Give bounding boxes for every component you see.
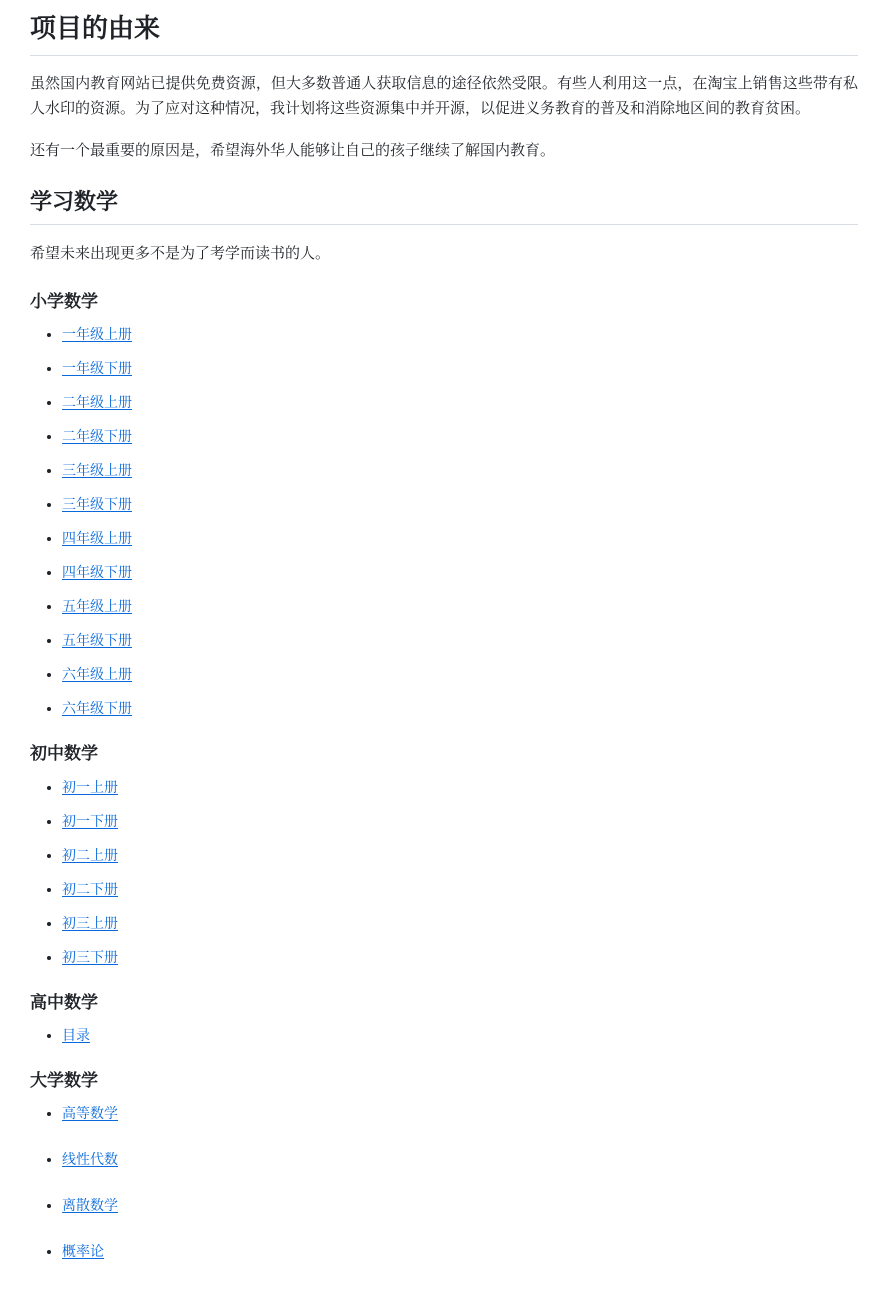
- resource-link[interactable]: 高等数学: [62, 1105, 118, 1122]
- list-item: [62, 1241, 858, 1262]
- list-item: [62, 947, 858, 968]
- resource-link[interactable]: 概率论: [62, 1243, 104, 1260]
- list-item: [62, 528, 858, 549]
- link-list-university-math: [30, 1103, 858, 1262]
- resource-link[interactable]: 一年级上册: [62, 326, 132, 343]
- list-item: [62, 596, 858, 617]
- list-item: [62, 879, 858, 900]
- link-list-primary-math: [30, 324, 858, 719]
- resource-link[interactable]: 初一下册: [62, 812, 118, 829]
- resource-link[interactable]: 三年级上册: [62, 462, 132, 479]
- list-item: [62, 460, 858, 481]
- list-item: [62, 1149, 858, 1170]
- list-item: [62, 630, 858, 651]
- resource-link[interactable]: 五年级上册: [62, 598, 132, 615]
- resource-link[interactable]: 初一上册: [62, 778, 118, 795]
- list-item: [62, 1103, 858, 1124]
- resource-link[interactable]: 六年级上册: [62, 666, 132, 683]
- resource-link[interactable]: 离散数学: [62, 1197, 118, 1214]
- list-item: [62, 913, 858, 934]
- resource-link[interactable]: 四年级下册: [62, 564, 132, 581]
- subsection-heading-university-math: 大学数学: [30, 1070, 98, 1090]
- list-item: [62, 845, 858, 866]
- origin-paragraph-1: 虽然国内教育网站已提供免费资源，但大多数普通人获取信息的途径依然受限。有些人利用这一点，在淘宝上销售这些带有私人水印的资源。为了应对这种情况，我计划将这些资源集中并开源，以促进义务教育的普及和消除地区间的教育贫困。: [30, 74, 858, 118]
- list-item: [62, 664, 858, 685]
- resource-link[interactable]: 三年级下册: [62, 496, 132, 513]
- origin-paragraph-2: 还有一个最重要的原因是，希望海外华人能够让自己的孩子继续了解国内教育。: [30, 142, 556, 160]
- list-item: [62, 811, 858, 832]
- list-item: [62, 392, 858, 413]
- resource-link[interactable]: 初二上册: [62, 846, 118, 863]
- resource-link[interactable]: 二年级下册: [62, 428, 132, 445]
- resource-link[interactable]: 线性代数: [62, 1151, 118, 1168]
- page-title: 项目的由来: [30, 0, 858, 56]
- section-heading-math: 学习数学: [30, 164, 858, 226]
- subsection-heading-middle-school-math: 初中数学: [30, 744, 98, 764]
- list-item: [62, 777, 858, 798]
- list-item: [62, 562, 858, 583]
- resource-link[interactable]: 六年级下册: [62, 700, 132, 717]
- resource-link[interactable]: 初三下册: [62, 948, 118, 965]
- link-list-high-school-math: [30, 1025, 858, 1046]
- resource-link[interactable]: 五年级下册: [62, 632, 132, 649]
- list-item: [62, 1025, 858, 1046]
- list-item: [62, 358, 858, 379]
- resource-link[interactable]: 一年级下册: [62, 360, 132, 377]
- link-list-middle-school-math: [30, 777, 858, 968]
- resource-link[interactable]: 二年级上册: [62, 394, 132, 411]
- list-item: [62, 1195, 858, 1216]
- list-item: [62, 494, 858, 515]
- bottom-spacer: [30, 1262, 858, 1290]
- resource-link[interactable]: 目录: [62, 1026, 90, 1043]
- subsection-heading-high-school-math: 高中数学: [30, 992, 98, 1012]
- resource-link[interactable]: 初三上册: [62, 914, 118, 931]
- list-item: [62, 698, 858, 719]
- subsection-heading-primary-math: 小学数学: [30, 292, 98, 312]
- math-intro-paragraph: 希望未来出现更多不是为了考学而读书的人。: [30, 245, 331, 263]
- resource-link[interactable]: 四年级上册: [62, 530, 132, 547]
- resource-link[interactable]: 初二下册: [62, 880, 118, 897]
- list-item: [62, 426, 858, 447]
- list-item: [62, 324, 858, 345]
